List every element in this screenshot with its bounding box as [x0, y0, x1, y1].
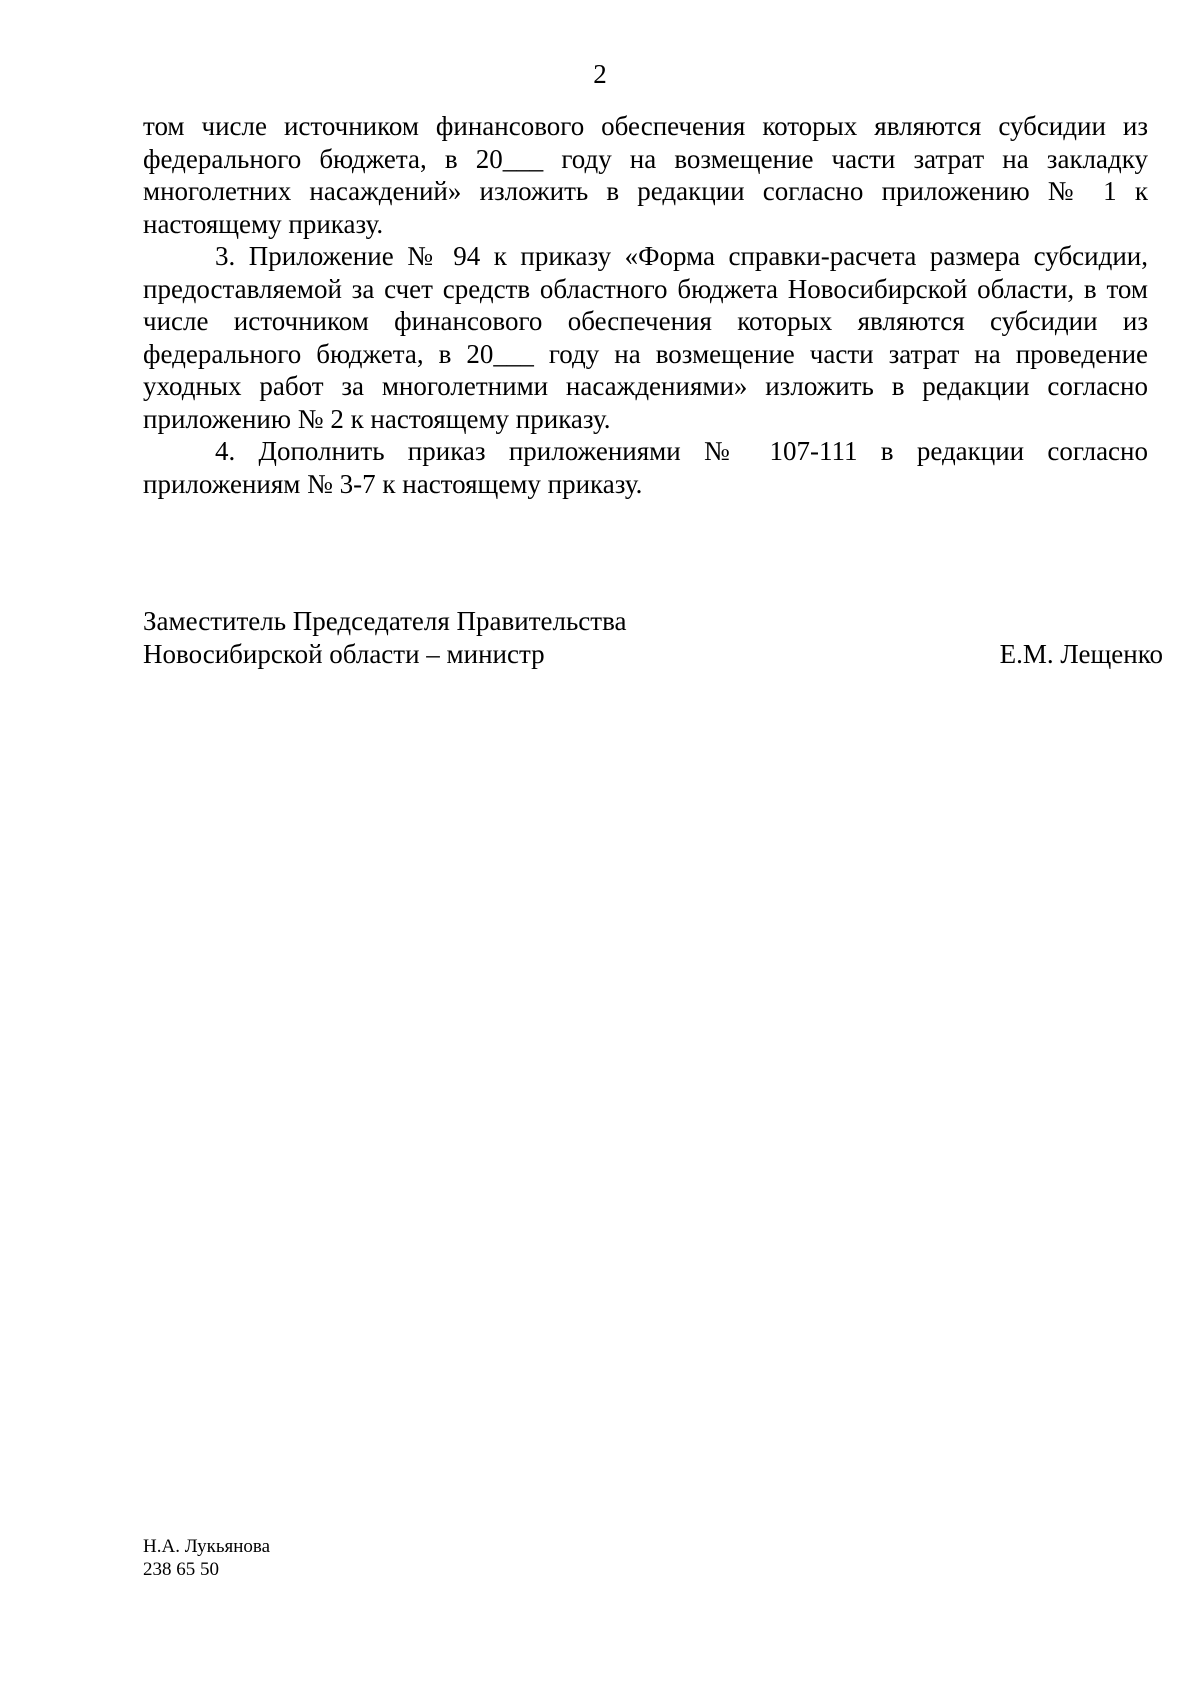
executor-phone: 238 65 50: [143, 1559, 219, 1580]
executor-name: Н.А. Лукьянова: [143, 1536, 271, 1557]
signatory-position-line2: Новосибирской области – министр: [143, 638, 545, 669]
page-number: 2: [593, 59, 607, 89]
signature-block: [143, 605, 1163, 670]
paragraph-continuation: том числе источником финансового обеспечения которых являются субсидии из федерального бюджета, в 20___ году на возмещение части затрат на закладку многолетних насаждений» изложить в редакции согласно приложению № 1 к настоящему приказу.: [143, 111, 1148, 239]
paragraph-item-3: 3. Приложение № 94 к приказу «Форма справки-расчета размера субсидии, предоставляемой за счет средств областного бюджета Новосибирской области, в том числе источником финансового обеспечения которых являются субсидии из федерального бюджета, в 20___ году на возмещение части затрат на проведение уходных работ за многолетними насаждениями» изложить в редакции согласно приложению № 2 к настоящему приказу.: [143, 241, 1148, 434]
document-body: [143, 110, 1148, 500]
signatory-name: Е.М. Лещенко: [999, 638, 1163, 669]
signature-row: [143, 638, 1163, 671]
paragraph-item-4: 4. Дополнить приказ приложениями № 107-111 в редакции согласно приложениям № 3-7 к настоящему приказу.: [143, 436, 1148, 499]
executor-block: [143, 1535, 270, 1581]
signatory-position-line1: Заместитель Председателя Правительства: [143, 606, 627, 636]
